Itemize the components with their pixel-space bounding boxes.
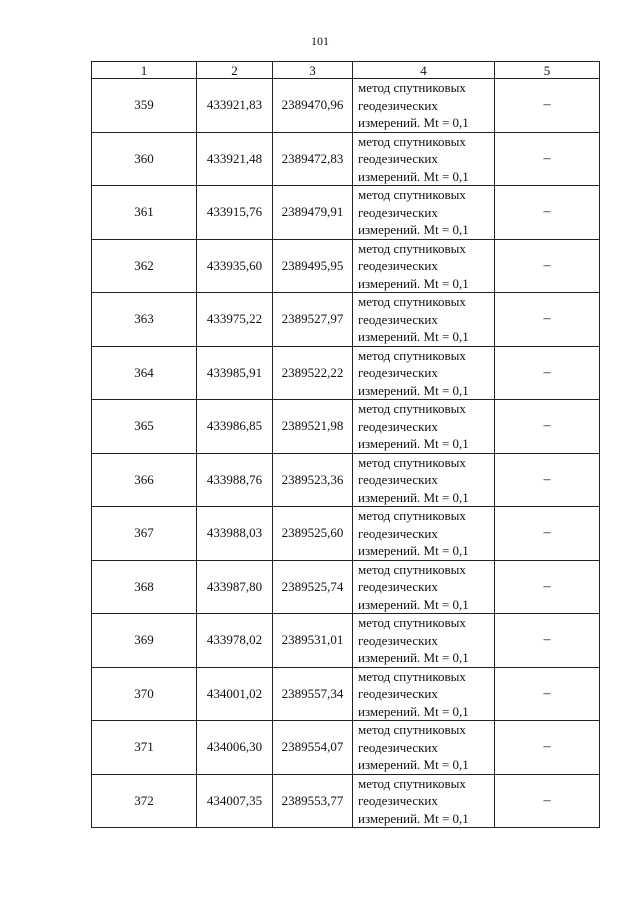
y-coordinate-cell: 2389525,74 (273, 560, 353, 614)
method-description-line: геодезических (358, 632, 438, 648)
table-row (92, 667, 600, 721)
method-description-line: измерений. Mt = 0,1 (358, 168, 469, 184)
x-coordinate-cell: 433921,48 (197, 132, 273, 186)
method-description-line: геодезических (358, 579, 438, 594)
method-description-line: геодезических (358, 151, 438, 166)
method-description-line: измерений. Mt = 0,1 (358, 275, 469, 291)
method-description-line: измерений. Mt = 0,1 (358, 810, 469, 826)
table-row (92, 346, 600, 400)
note-cell: – (495, 346, 600, 400)
method-description-line: геодезических (358, 365, 438, 380)
point-number-cell: 370 (92, 667, 197, 721)
method-description-line: геодезических (358, 258, 438, 273)
x-coordinate-cell: 433978,02 (197, 614, 273, 668)
point-number-cell: 361 (92, 186, 197, 240)
method-description-line: измерений. Mt = 0,1 (358, 436, 469, 451)
x-coordinate-cell: 433935,60 (197, 239, 273, 293)
table-row (92, 774, 600, 828)
y-coordinate-cell: 2389472,83 (273, 132, 353, 186)
y-coordinate-cell: 2389553,77 (273, 774, 353, 828)
method-description-line: измерений. Mt = 0,1 (358, 329, 469, 344)
method-description-line: измерений. Mt = 0,1 (358, 382, 469, 398)
method-description-cell (353, 453, 495, 507)
note-cell: – (495, 614, 600, 668)
method-description-line: геодезических (358, 793, 438, 808)
table-row (92, 293, 600, 347)
table-row (92, 400, 600, 454)
method-description-cell (353, 560, 495, 614)
point-number-cell: 372 (92, 774, 197, 828)
note-cell: – (495, 400, 600, 454)
method-description-line: геодезических (358, 204, 438, 220)
method-description-line: измерений. Mt = 0,1 (358, 489, 469, 505)
method-description-cell (353, 614, 495, 668)
method-description-line: метод спутниковых (358, 401, 466, 416)
point-number-cell: 360 (92, 132, 197, 186)
note-cell: – (495, 239, 600, 293)
x-coordinate-cell: 434006,30 (197, 721, 273, 775)
method-description-line: измерений. Mt = 0,1 (358, 596, 469, 612)
point-number-cell: 371 (92, 721, 197, 775)
y-coordinate-cell: 2389495,95 (273, 239, 353, 293)
x-coordinate-cell: 433921,83 (197, 79, 273, 133)
y-coordinate-cell: 2389522,22 (273, 346, 353, 400)
method-description-cell (353, 774, 495, 828)
y-coordinate-cell: 2389531,01 (273, 614, 353, 668)
table-header-row (92, 62, 600, 79)
table-row (92, 560, 600, 614)
note-cell: – (495, 721, 600, 775)
method-description-line: геодезических (358, 739, 438, 755)
x-coordinate-cell: 434007,35 (197, 774, 273, 828)
method-description-cell (353, 346, 495, 400)
column-header: 3 (273, 62, 353, 79)
note-cell: – (495, 560, 600, 614)
method-description-line: метод спутниковых (358, 347, 466, 363)
y-coordinate-cell: 2389554,07 (273, 721, 353, 775)
x-coordinate-cell: 433988,03 (197, 507, 273, 561)
method-description-line: метод спутниковых (358, 508, 466, 523)
table-row (92, 186, 600, 240)
method-description-line: метод спутниковых (358, 722, 466, 737)
method-description-cell (353, 667, 495, 721)
method-description-line: метод спутниковых (358, 294, 466, 309)
point-number-cell: 359 (92, 79, 197, 133)
method-description-cell (353, 400, 495, 454)
y-coordinate-cell: 2389557,34 (273, 667, 353, 721)
x-coordinate-cell: 433985,91 (197, 346, 273, 400)
point-number-cell: 369 (92, 614, 197, 668)
note-cell: – (495, 132, 600, 186)
note-cell: – (495, 667, 600, 721)
table-row (92, 614, 600, 668)
point-number-cell: 365 (92, 400, 197, 454)
y-coordinate-cell: 2389470,96 (273, 79, 353, 133)
method-description-line: метод спутниковых (358, 80, 466, 95)
method-description-cell (353, 239, 495, 293)
table-row (92, 132, 600, 186)
method-description-cell (353, 186, 495, 240)
method-description-line: метод спутниковых (358, 133, 466, 149)
method-description-line: геодезических (358, 525, 438, 541)
column-header: 5 (495, 62, 600, 79)
x-coordinate-cell: 433975,22 (197, 293, 273, 347)
point-number-cell: 362 (92, 239, 197, 293)
method-description-line: измерений. Mt = 0,1 (358, 650, 469, 665)
method-description-line: метод спутниковых (358, 454, 466, 470)
point-number-cell: 364 (92, 346, 197, 400)
table-row (92, 239, 600, 293)
method-description-cell (353, 79, 495, 133)
column-header: 4 (353, 62, 495, 79)
method-description-cell (353, 507, 495, 561)
coordinates-table (91, 61, 600, 828)
method-description-line: метод спутниковых (358, 615, 466, 630)
note-cell: – (495, 186, 600, 240)
method-description-line: метод спутниковых (358, 668, 466, 684)
y-coordinate-cell: 2389527,97 (273, 293, 353, 347)
x-coordinate-cell: 433988,76 (197, 453, 273, 507)
method-description-line: геодезических (358, 418, 438, 434)
method-description-line: геодезических (358, 686, 438, 701)
y-coordinate-cell: 2389521,98 (273, 400, 353, 454)
method-description-line: метод спутниковых (358, 561, 466, 577)
method-description-line: метод спутниковых (358, 187, 466, 202)
note-cell: – (495, 453, 600, 507)
method-description-line: измерений. Mt = 0,1 (358, 222, 469, 237)
x-coordinate-cell: 433915,76 (197, 186, 273, 240)
note-cell: – (495, 79, 600, 133)
y-coordinate-cell: 2389525,60 (273, 507, 353, 561)
point-number-cell: 368 (92, 560, 197, 614)
method-description-line: измерений. Mt = 0,1 (358, 115, 469, 130)
y-coordinate-cell: 2389479,91 (273, 186, 353, 240)
point-number-cell: 367 (92, 507, 197, 561)
x-coordinate-cell: 434001,02 (197, 667, 273, 721)
table-row (92, 453, 600, 507)
table-row (92, 721, 600, 775)
method-description-line: геодезических (358, 311, 438, 327)
method-description-cell (353, 721, 495, 775)
method-description-line: измерений. Mt = 0,1 (358, 703, 469, 719)
method-description-line: геодезических (358, 97, 438, 113)
point-number-cell: 363 (92, 293, 197, 347)
note-cell: – (495, 507, 600, 561)
x-coordinate-cell: 433987,80 (197, 560, 273, 614)
method-description-line: метод спутниковых (358, 775, 466, 791)
note-cell: – (495, 293, 600, 347)
method-description-cell (353, 132, 495, 186)
column-header: 1 (92, 62, 197, 79)
point-number-cell: 366 (92, 453, 197, 507)
note-cell: – (495, 774, 600, 828)
page-number: 101 (311, 34, 329, 48)
method-description-line: измерений. Mt = 0,1 (358, 757, 469, 772)
y-coordinate-cell: 2389523,36 (273, 453, 353, 507)
method-description-cell (353, 293, 495, 347)
method-description-line: геодезических (358, 472, 438, 487)
table-row (92, 79, 600, 133)
x-coordinate-cell: 433986,85 (197, 400, 273, 454)
method-description-line: метод спутниковых (358, 240, 466, 256)
method-description-line: измерений. Mt = 0,1 (358, 543, 469, 558)
column-header: 2 (197, 62, 273, 79)
table-row (92, 507, 600, 561)
